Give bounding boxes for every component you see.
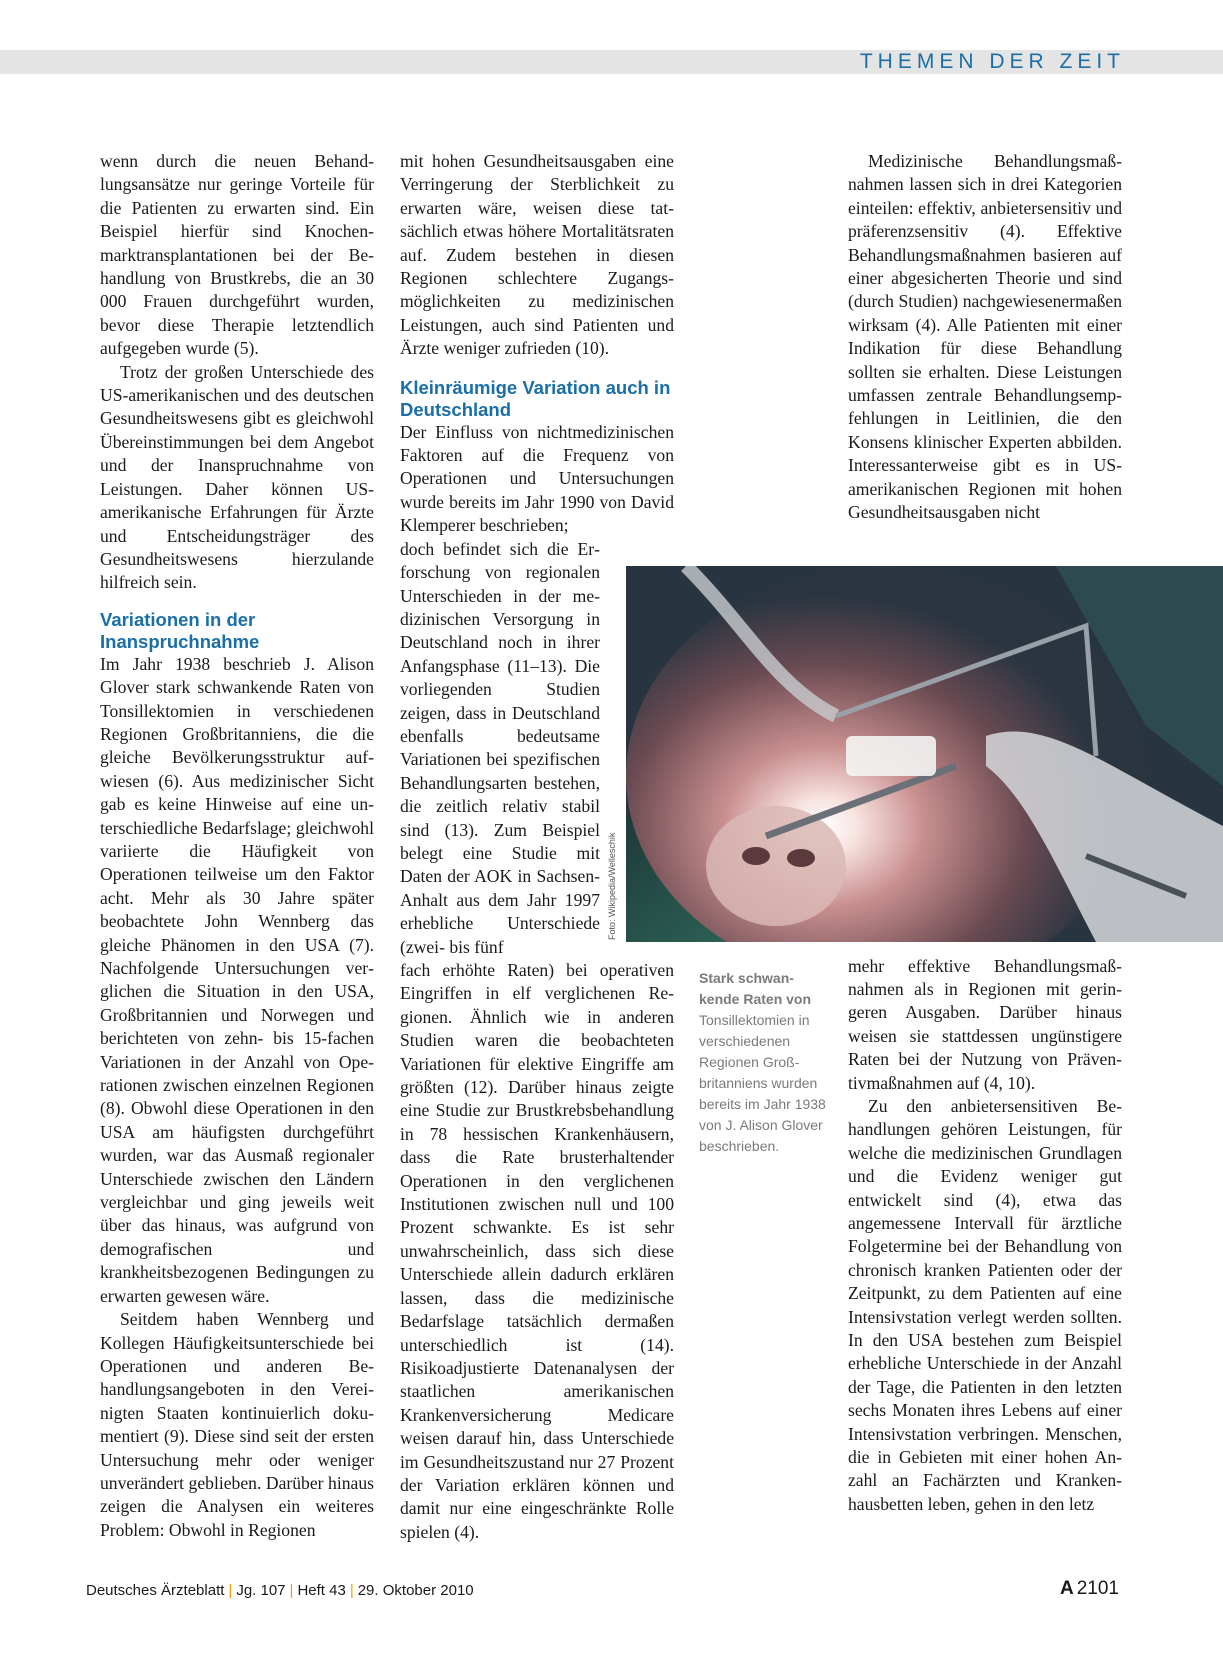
issue-date: 29. Oktober 2010 <box>357 1582 474 1599</box>
journal-name: Deutsches Ärzteblatt <box>86 1582 225 1599</box>
paragraph: Zu den anbietersensitiven Behandlungen gehören Leistungen, für welche die medizinischen Grundlagen und die Evidenz weniger gut entwickelt sind (4), etwa das angemessene Intervall für ärztliche Folgetermine bei der Behandlung von chronisch kranken Patienten oder der Zeitpunkt, zu dem Patienten auf eine Intensivstation verlegt werden sollten. In den USA bestehen zum Beispiel erhebliche Unterschiede in der Anzahl der Tage, die Patienten in den letzten sechs Monaten ihres Lebens auf einer Intensivstation verbringen. Menschen, die in Gebieten mit einer hohen Anzahl an Fachärzten und Krankenhausbetten leben, gehen in den letz <box>848 1095 1122 1514</box>
paragraph: Trotz der großen Unterschiede des US-amerikanischen und des deutschen Gesundheitswesens gibt es gleichwohl Übereinstimmungen bei dem Angebot und der Inanspruchnahme von Leistungen. Daher können US-amerikanische Erfahrungen für Ärzte und Entscheidungsträger des Gesundheitswesens hierzulande hilfreich sein. <box>100 361 374 593</box>
separator: | <box>349 1582 354 1599</box>
section-title: THEMEN DER ZEIT <box>859 50 1125 73</box>
paragraph: mehr effektive Behandlungsmaßnahmen als in Regionen mit geringeren Ausgaben. Darüber hinaus weisen sie stattdessen ungünstigere Raten bei der Nutzung von Präventivmaßnahmen auf (4, 10). <box>848 955 1122 1093</box>
subheading: Variationen in der Inanspruchnahme <box>100 608 260 652</box>
page-prefix: A <box>1059 1578 1074 1599</box>
article-column-1 <box>100 150 374 1542</box>
paragraph: Medizinische Behandlungsmaßnahmen lassen sich in drei Kategorien einteilen: effektiv, anbietersensitiv und präferenzsensitiv (4). Effektive Behandlungsmaßnahmen basieren auf einer abgesicherten Theorie und sind (durch Studien) nachgewiesenermaßen wirksam (4). Alle Patienten mit einer Indikation für diese Behandlung sollten sie erhalten. Diese Leistungen umfassen zentrale Behandlungsempfehlungen in Leitlinien, die den Konsens klinischer Experten abbilden. Interessanterweise gibt es in US-amerikanischen Regionen mit hohen Gesundheitsausgaben nicht <box>848 151 1122 523</box>
paragraph: Im Jahr 1938 beschrieb J. Alison Glover stark schwankende Raten von Tonsillektomien in verschiedenen Regionen Großbritanniens, die die gleiche Bevölkerungsstruktur aufwiesen (6). Aus medizinischer Sicht gab es keine Hinweise auf eine unterschiedliche Bedarfslage; gleichwohl variierte die Häufigkeit von Operationen teilweise um den Faktor acht. Mehr als 30 Jahre später beobachtete John Wennberg das gleiche Phänomen in den USA (7). Nachfolgende Untersuchungen verglichen die Situation in den USA, Großbritannien und Norwegen und berichteten von zehn- bis 15-fachen Variationen in der Anzahl von Operationen zwischen einzelnen Regionen (8). Obwohl diese Operationen in den USA am häufigsten durchgeführt wurden, war das Ausmaß regionaler Unterschiede zwischen den Ländern vergleichbar und ging jeweils weit über das hinaus, was aufgrund von demografischen und krankheitsbezogenen Bedingungen zu erwarten gewesen wäre. <box>100 653 374 1306</box>
issue: Heft 43 <box>297 1582 346 1599</box>
page-number-value: 2101 <box>1076 1578 1119 1599</box>
subheading: Kleinräumige Variation auch in Deutschland <box>400 376 671 420</box>
caption-lead: Stark schwankende Raten von <box>699 970 812 1007</box>
paragraph: wenn durch die neuen Behandlungsansätze nur geringe Vorteile für die Patienten zu erwarten sind. Ein Beispiel hierfür sind Knochenmarktransplantationen bei der Behandlung von Brustkrebs, die an 30 000 Frauen durchgeführt wurden, bevor diese Therapie letztendlich aufgegeben wurde (5). <box>100 151 374 359</box>
paragraph: fach erhöhte Raten) bei operativen Eingriffen in elf verglichenen Regionen. Ähnlich wie in anderen Studien waren die beobachteten Variationen für elektive Eingriffe am größten (12). Darüber hinaus zeigte eine Studie zur Brustkrebsbehandlung in 78 hessischen Krankenhäusern, dass die Rate brusterhaltender Operationen in den verglichenen Institutionen zwischen null und 100 Prozent schwankte. Es ist sehr unwahrscheinlich, dass sich diese Unterschiede allein dadurch erklären lassen, dass die medizinische Bedarfslage tatsächlich dermaßen unterschiedlich ist (14). Risikoadjustierte Datenanalysen der staatlichen amerikanischen Krankenversicherung Medicare weisen darauf hin, dass Unterschiede im Gesundheitszustand nur 27 Prozent der Variation erklären können und damit nur eine eingeschränkte Rolle spielen (4). <box>400 960 674 1542</box>
photo-credit: Foto: Wikipedia/Welleschik <box>607 832 617 940</box>
separator: | <box>228 1582 233 1599</box>
footer <box>86 1582 474 1599</box>
caption-text: Tonsillektomien in verschiedenen Regionen Großbritanniens wurden bereits im Jahr 1938 von J. Alison Glover beschrieben. <box>699 1012 826 1154</box>
paragraph: mit hohen Gesundheitsausgaben eine Verringerung der Sterblichkeit zu erwarten wäre, weisen diese tatsächlich etwas höhere Mortalitätsraten auf. Zudem bestehen in diesen Regionen schlechtere Zugangsmöglichkeiten zu medizinischen Leistungen, auch sind Patienten und Ärzte weniger zufrieden (10). <box>400 151 674 359</box>
paragraph: Der Einfluss von nichtmedizinischen Faktoren auf die Frequenz von Operationen und Untersuchungen wurde bereits im Jahr 1990 von David Klemperer beschrieben; <box>400 421 674 536</box>
volume: Jg. 107 <box>236 1582 286 1599</box>
figure-caption <box>699 968 829 1157</box>
paragraph: Seitdem haben Wennberg und Kollegen Häufigkeitsunterschiede bei Operationen und anderen Behandlungsangeboten in den Vereinigten Staaten kontinuierlich dokumentiert (9). Diese sind seit der ersten Untersuchung mehr oder weniger unverändert geblieben. Darüber hinaus zeigen die Analysen ein weiteres Problem: Obwohl in Regionen <box>100 1309 374 1540</box>
separator: | <box>289 1582 294 1599</box>
paragraph: doch befindet sich die Erforschung von regionalen Unterschieden in der medizinischen Versorgung in Deutschland noch in ihrer Anfangsphase (11–13). Die vorliegenden Studien zeigen, dass in Deutschland ebenfalls bedeutsame Variationen bei spezifischen Behandlungsarten bestehen, die zeitlich relativ stabil sind (13). Zum Beispiel belegt eine Studie mit Daten der AOK in Sachsen-Anhalt aus dem Jahr 1997 erhebliche Unterschiede (zwei- bis fünf <box>400 538 600 957</box>
page-number <box>1060 1578 1119 1600</box>
